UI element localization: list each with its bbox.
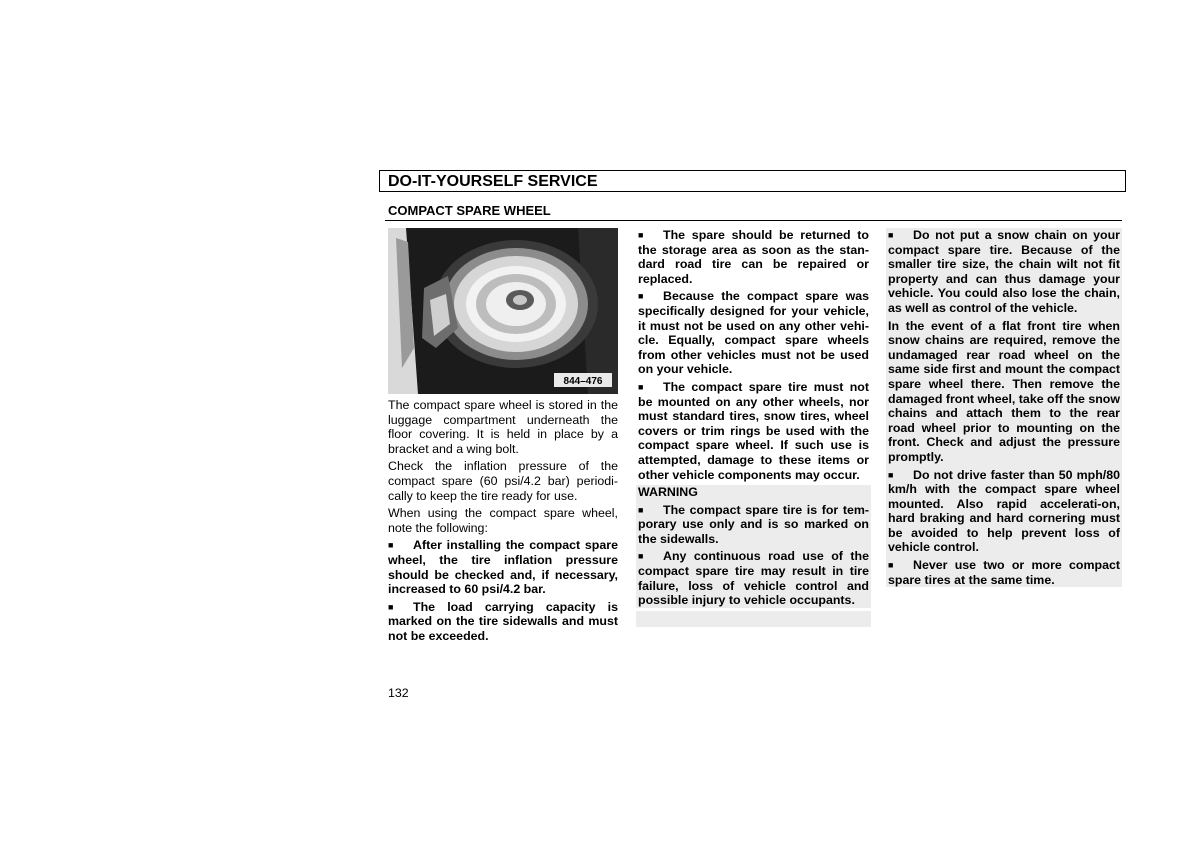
paragraph-flat-front-tire: In the event of a flat front tire when snow chains are required, remove the undamaged rear road wheel on the same side first and mount the compact spare wheel there. Then remove the damaged front wheel, take off the snow chains and attach them to the rear road wheel prior to mounting on the front. Check and adjust the pressure promptly. <box>888 318 1121 464</box>
bullet-icon <box>388 600 413 614</box>
bullet-speed-limit <box>888 468 1120 556</box>
bullet-icon <box>638 228 663 242</box>
bullet-icon <box>638 289 663 303</box>
bullet-one-spare <box>888 558 1120 587</box>
bullet-icon <box>638 380 663 394</box>
warning-box-footer <box>636 611 871 627</box>
bullet-icon <box>888 558 913 572</box>
bullet-icon <box>388 538 413 552</box>
bullet-text: The load carrying capacity is marked on the tire sidewalls and must not be exceeded. <box>388 599 618 643</box>
bullet-no-snow-chain <box>888 228 1120 316</box>
warning-box <box>636 485 871 608</box>
figure-label: 844–476 <box>563 376 603 387</box>
bullet-text: The spare should be returned to the storage area as soon as the stan-dard road tire can be repaired or replaced. <box>638 228 869 286</box>
bullet-text: After installing the compact spare wheel, the tire inflation pressure should be checked and, if necessary, increased to 60 psi/4.2 bar. <box>388 538 618 597</box>
bullet-return-storage <box>638 228 869 286</box>
bullet-text: The compact spare tire must not be mounted on any other wheels, nor must standard tires, snow tires, wheel covers or trim rings be used with the compact spare wheel. If such use is attempted, damage to these items or other vehicle components may occur. <box>638 379 869 482</box>
paragraph-storage: The compact spare wheel is stored in the luggage compartment underneath the floor covering. It is held in place by a bracket and a wing bolt. <box>388 398 618 456</box>
page-number: 132 <box>388 686 409 700</box>
warning-box-continued <box>886 228 1122 587</box>
section-title: COMPACT SPARE WHEEL <box>388 203 551 218</box>
bullet-inflation-check <box>388 538 618 596</box>
bullet-load-capacity <box>388 600 618 644</box>
spare-wheel-photo <box>388 228 618 394</box>
bullet-icon <box>888 228 913 242</box>
bullet-text: Do not drive faster than 50 mph/80 km/h with the compact spare wheel mounted. Also rapid accelerati-on, hard braking and hard cornering must be avoided to help prevent loss of vehicle control. <box>888 467 1120 555</box>
bullet-icon <box>638 549 663 563</box>
bullet-text: The compact spare tire is for tem-porary use only and is so marked on the sidewalls. <box>638 502 869 546</box>
chapter-header <box>379 170 1126 192</box>
paragraph-note: When using the compact spare wheel, note the following: <box>388 506 618 535</box>
bullet-icon <box>888 468 913 482</box>
chapter-title: DO-IT-YOURSELF SERVICE <box>388 173 598 190</box>
bullet-text: Do not put a snow chain on your compact spare tire. Because of the smaller tire size, the chain wilt not fit property and can thus damage your vehicle. You could also lose the chain, as well as control of the vehicle. <box>888 228 1120 315</box>
bullet-text: Never use two or more compact spare tires at the same time. <box>888 558 1120 587</box>
column-right <box>888 228 1120 590</box>
bullet-icon <box>638 503 663 517</box>
paragraph-inflation: Check the inflation pressure of the compact spare (60 psi/4.2 bar) periodi-cally to keep the tire ready for use. <box>388 459 618 503</box>
bullet-text: Because the compact spare was specifically designed for your vehicle, it must not be used on any other vehi-cle. Equally, compact spare wheels from other vehicles must not be used on your vehicle. <box>638 289 869 377</box>
bullet-text: Any continuous road use of the compact spare tire may result in tire failure, loss of vehicle control and possible injury to vehicle occupants. <box>638 549 869 608</box>
warning-heading: WARNING <box>638 485 698 500</box>
spare-wheel-illustration <box>388 228 618 394</box>
column-left <box>388 398 618 647</box>
bullet-no-other-wheels <box>638 380 869 482</box>
warning-continuous-use <box>638 549 869 607</box>
section-divider <box>385 220 1122 221</box>
column-middle <box>638 228 869 627</box>
bullet-vehicle-specific <box>638 289 869 377</box>
warning-temporary-use <box>638 503 869 547</box>
